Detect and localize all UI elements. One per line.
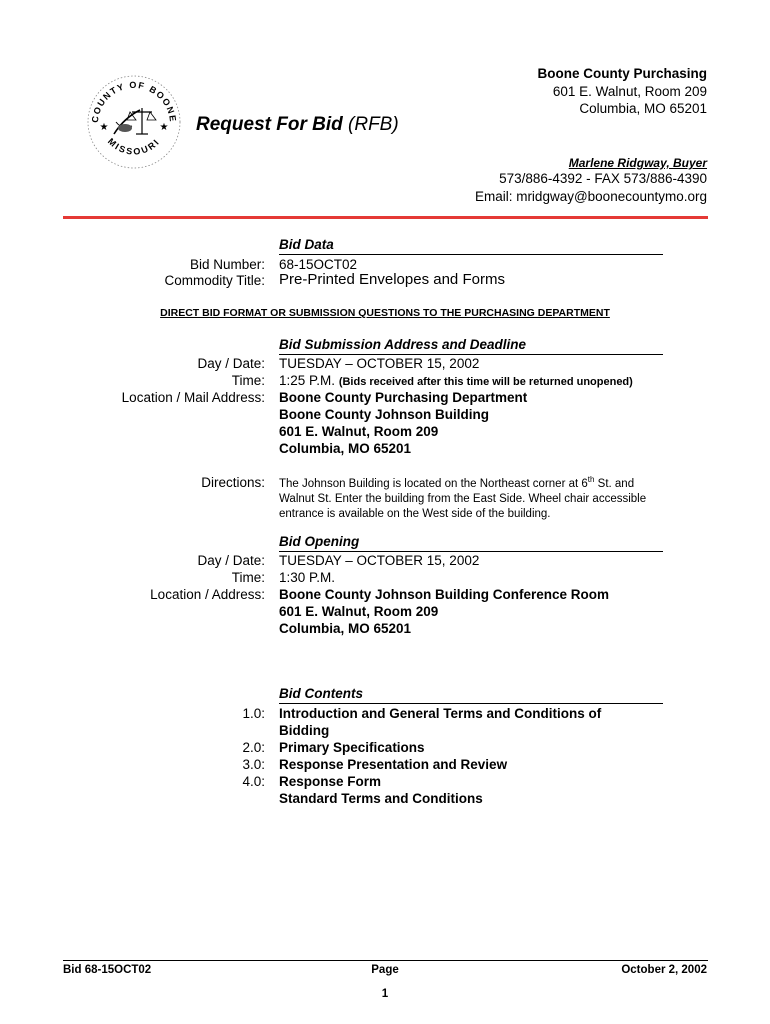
commodity-label: Commodity Title: xyxy=(164,273,265,288)
commodity-value: Pre-Printed Envelopes and Forms xyxy=(279,271,505,288)
opening-heading: Bid Opening xyxy=(279,534,663,552)
contents-item-number: 1.0: xyxy=(242,706,265,721)
footer-bid-id: Bid 68-15OCT02 xyxy=(63,964,152,976)
title-text: Request For Bid xyxy=(196,114,343,135)
contents-item-number: 4.0: xyxy=(242,774,265,789)
svg-text:COUNTY OF BOONE: COUNTY OF BOONE xyxy=(89,79,179,124)
submission-location-line: 601 E. Walnut, Room 209 xyxy=(279,424,439,439)
opening-location-line: 601 E. Walnut, Room 209 xyxy=(279,604,439,619)
opening-location-label: Location / Address: xyxy=(150,587,265,602)
contents-item-text: Bidding xyxy=(279,723,330,738)
submission-time-label: Time: xyxy=(231,373,265,388)
footer-divider xyxy=(63,960,708,961)
footer-page-number: 1 xyxy=(381,988,389,1000)
bid-number-label: Bid Number: xyxy=(189,257,265,272)
opening-time-label: Time: xyxy=(231,570,265,585)
submission-location-label: Location / Mail Address: xyxy=(121,390,265,405)
org-name: Boone County Purchasing xyxy=(537,66,707,81)
contents-item-text: Primary Specifications xyxy=(279,740,425,755)
directive-notice: DIRECT BID FORMAT OR SUBMISSION QUESTIONS TO THE PURCHASING DEPARTMENT xyxy=(160,307,610,319)
buyer-name: Marlene Ridgway, Buyer xyxy=(568,156,707,170)
submission-location-line: Columbia, MO 65201 xyxy=(279,441,412,456)
submission-day-label: Day / Date: xyxy=(197,356,265,371)
contents-item-number: 3.0: xyxy=(242,757,265,772)
svg-text:★: ★ xyxy=(99,122,109,133)
phone-fax: 573/886-4392 - FAX 573/886-4390 xyxy=(499,171,707,186)
submission-heading: Bid Submission Address and Deadline xyxy=(279,337,663,355)
svg-text:★: ★ xyxy=(159,122,169,133)
submission-day-value: TUESDAY – OCTOBER 15, 2002 xyxy=(279,356,480,371)
bid-number-value: 68-15OCT02 xyxy=(279,257,358,272)
header-divider xyxy=(63,216,708,219)
submission-location-line: Boone County Johnson Building xyxy=(279,407,489,422)
contents-item-text: Introduction and General Terms and Conditions of xyxy=(279,706,602,721)
county-seal-logo xyxy=(84,70,184,170)
submission-location-line: Boone County Purchasing Department xyxy=(279,390,528,405)
document-title xyxy=(196,114,399,136)
contents-item-text: Response Presentation and Review xyxy=(279,757,508,772)
svg-text:MISSOURI: MISSOURI xyxy=(105,136,163,157)
opening-location-line: Columbia, MO 65201 xyxy=(279,621,412,636)
directions-text-part: The Johnson Building is located on the Northeast corner at 6 xyxy=(279,477,588,490)
contents-item-number: 2.0: xyxy=(242,740,265,755)
directions-label: Directions: xyxy=(201,475,265,490)
opening-day-value: TUESDAY – OCTOBER 15, 2002 xyxy=(279,553,480,568)
title-suffix: (RFB) xyxy=(348,114,399,135)
contents-item-text: Standard Terms and Conditions xyxy=(279,791,483,806)
opening-time-value: 1:30 P.M. xyxy=(279,570,336,585)
contents-item-text: Response Form xyxy=(279,774,382,789)
submission-time-value: 1:25 P.M. xyxy=(279,373,336,388)
directions-text-part: St. and Walnut St. Enter the building from the East Side. Wheel chair accessible entrance is available on the West side of the building. xyxy=(279,477,647,520)
org-address-line2: Columbia, MO 65201 xyxy=(579,101,707,116)
opening-location-line: Boone County Johnson Building Conference Room xyxy=(279,587,609,602)
opening-day-label: Day / Date: xyxy=(197,553,265,568)
directions-text xyxy=(279,472,669,522)
directions-superscript: th xyxy=(587,475,595,484)
footer-page-label: Page xyxy=(371,964,399,976)
email[interactable]: Email: mridgway@boonecountymo.org xyxy=(474,189,707,204)
footer-date: October 2, 2002 xyxy=(621,964,707,976)
contents-heading: Bid Contents xyxy=(279,686,663,704)
bid-data-heading: Bid Data xyxy=(279,237,663,255)
org-address-line1: 601 E. Walnut, Room 209 xyxy=(552,84,707,99)
submission-time-note: (Bids received after this time will be returned unopened) xyxy=(338,376,633,388)
